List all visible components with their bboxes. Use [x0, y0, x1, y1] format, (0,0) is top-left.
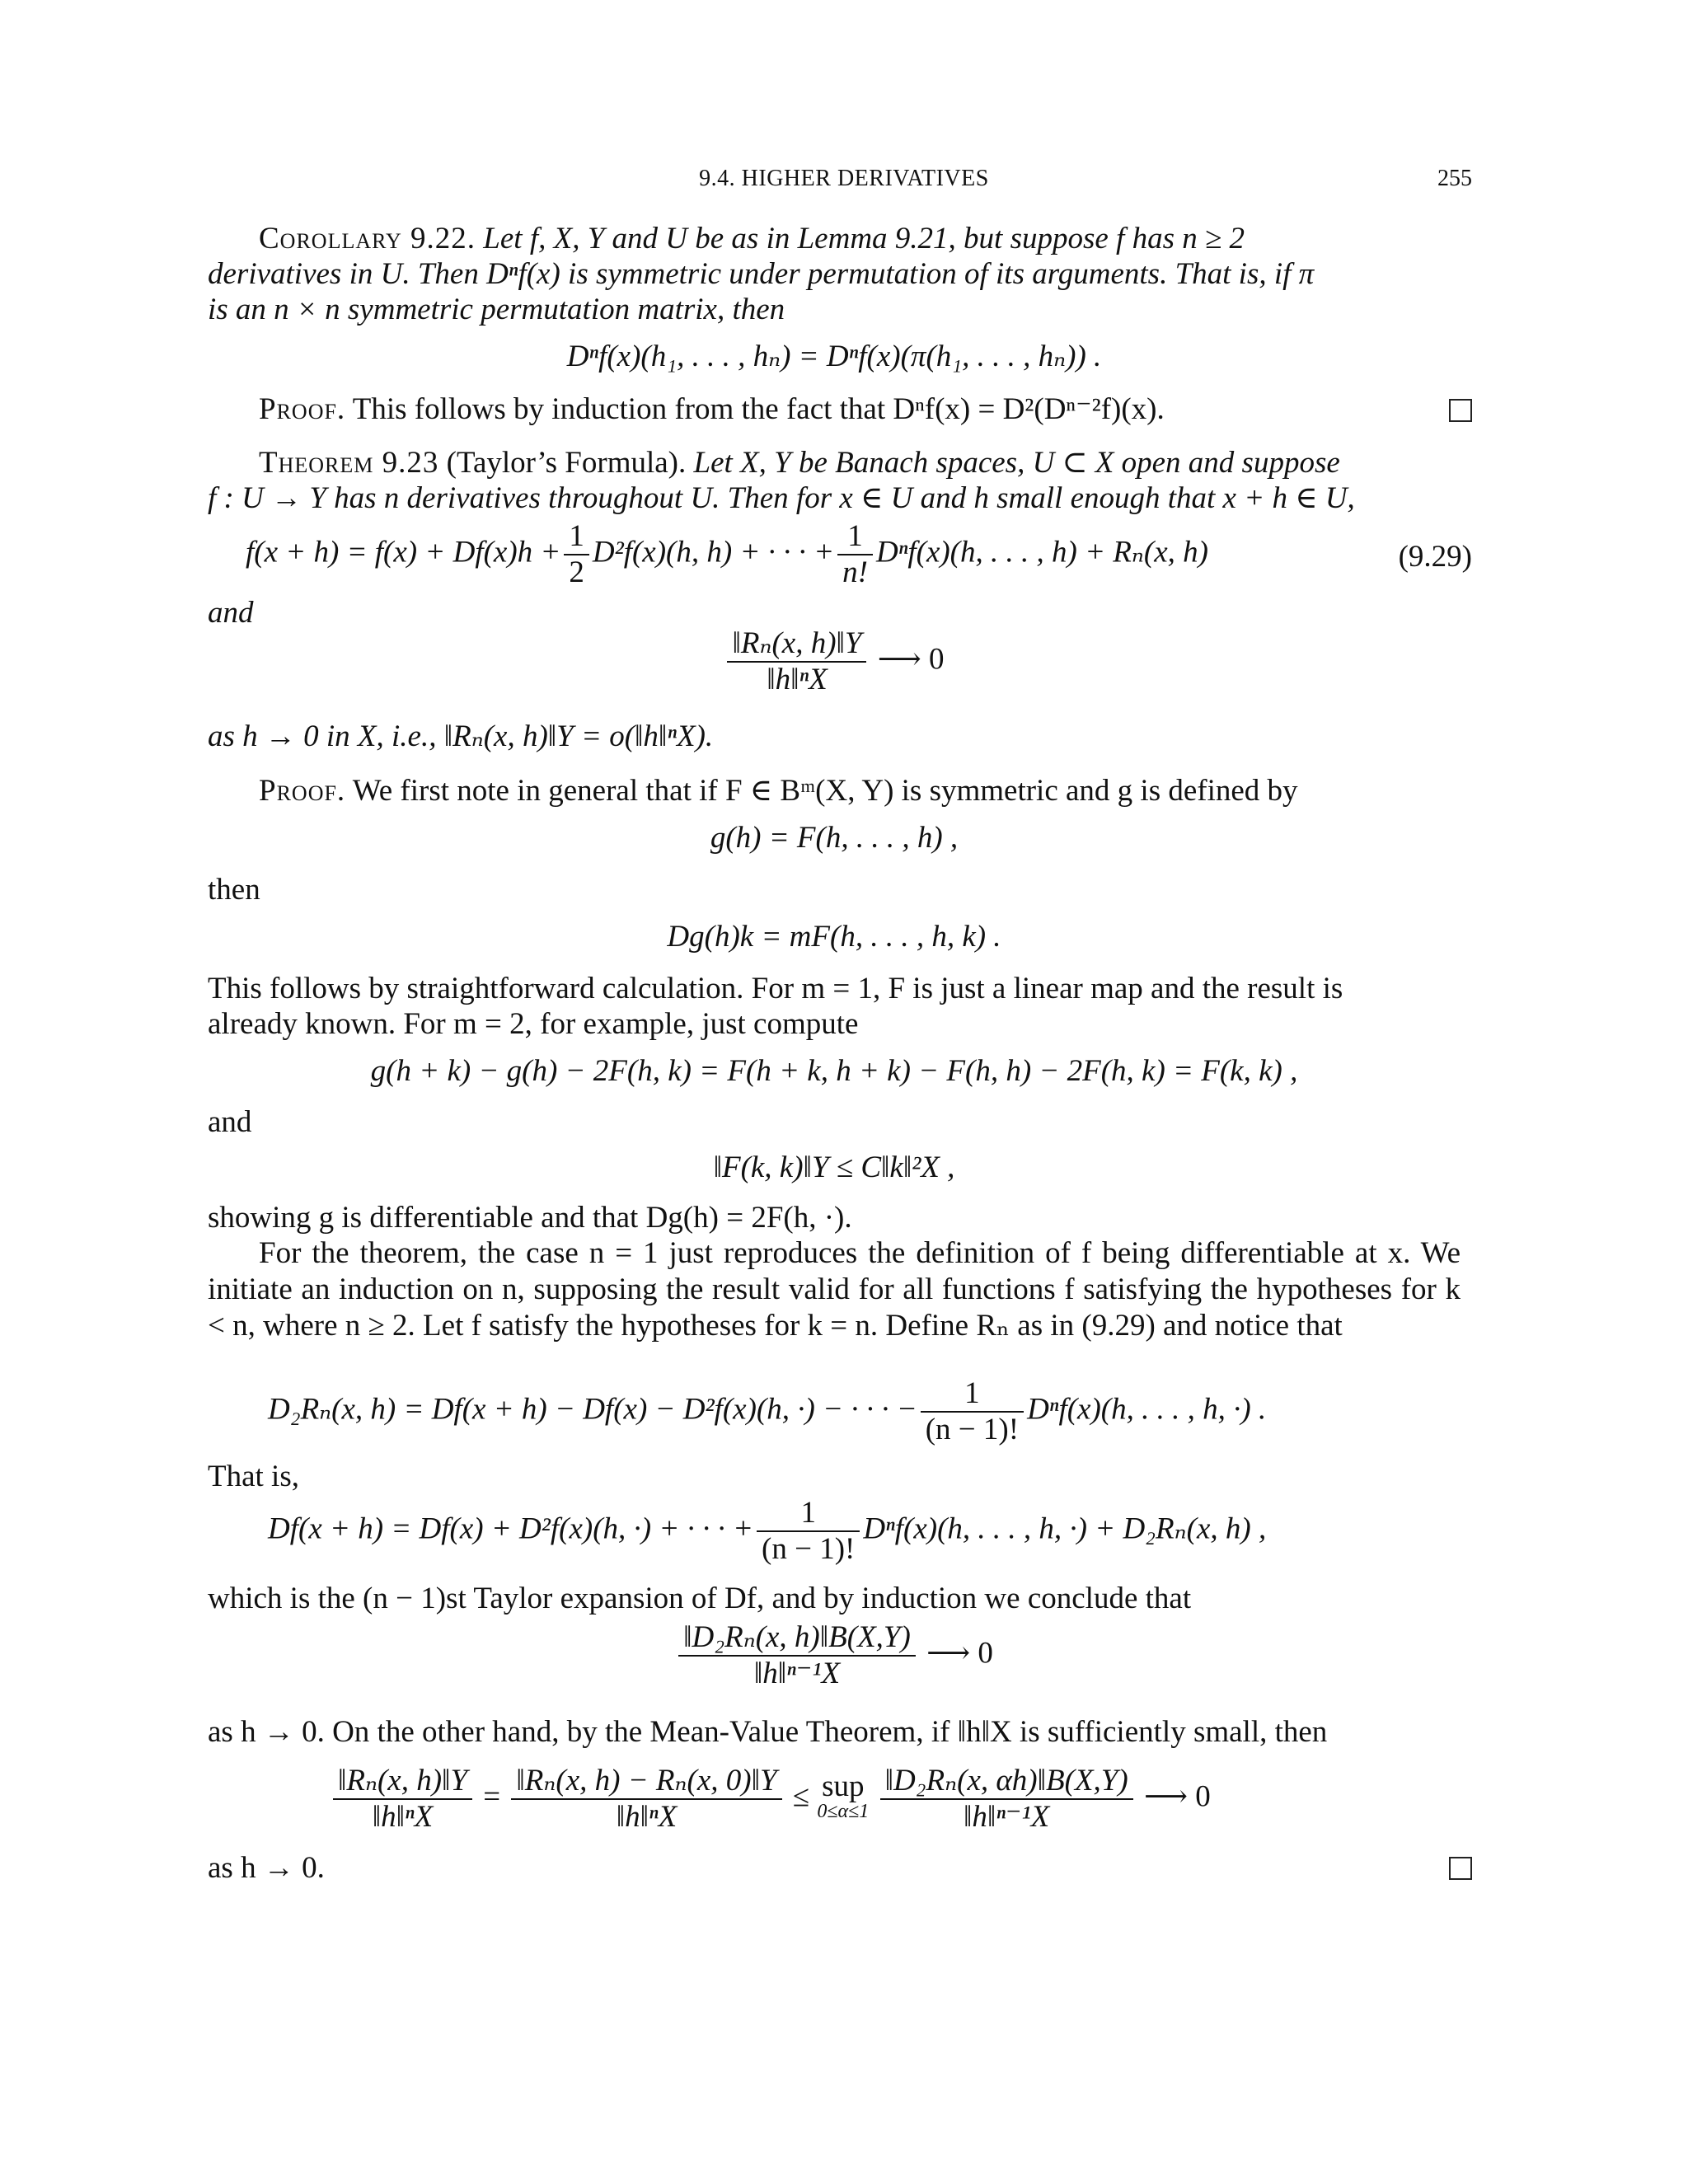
qed-symbol [1449, 399, 1472, 422]
eq-compute: g(h + k) − g(h) − 2F(h, k) = F(h + k, h + k) − F(h, h) − 2F(h, k) = F(k, k) , [370, 1054, 1298, 1088]
theorem-line1: Let X, Y be Banach spaces, U ⊂ X open and suppose [693, 446, 1340, 480]
theorem-as-line: as h → 0 in X, i.e., ‖Rₙ(x, h)‖Y = o(‖h‖ⁿX). [208, 719, 714, 753]
theorem-line2: f : U → Y has n derivatives throughout U. Then for x ∈ U and h small enough that x + h ∈ U, [208, 481, 1355, 515]
text-and: and [208, 1105, 252, 1139]
corollary-line2: derivatives in U. Then Dⁿf(x) is symmetric under permutation of its arguments. That is, if π [208, 257, 1315, 291]
text-which-is: which is the (n − 1)st Taylor expansion of Df, and by induction we conclude that [208, 1582, 1192, 1615]
limit2-expression: $\frac{\text{‖D₂Rₙ(x, h)‖B(X,Y)}}{\text{‖h‖ⁿ⁻¹X}}$ ⟶ 0 [208, 1620, 1461, 1691]
theorem [208, 445, 1461, 481]
text-showing: showing g is differentiable and that Dg(h) = 2F(h, ·). [208, 1201, 852, 1235]
corollary-line1: Let f, X, Y and U be as in Lemma 9.21, but suppose f has n ≥ 2 [483, 222, 1245, 255]
corollary-line3: is an n × n symmetric permutation matrix, then [208, 293, 785, 326]
taylor-formula: f(x + h) = f(x) + Df(x)h + $\frac{1}{2}$ D²f(x)(h, h) + · · · + $\frac{1}{n!}$ Dⁿf(x)(h, . . . , h) + Rₙ(x, h) [246, 519, 1208, 589]
text-mvt: as h → 0. On the other hand, by the Mean-Value Theorem, if ‖h‖X is sufficiently small, then [208, 1715, 1328, 1749]
limit-expression: $\frac{\text{‖Rₙ(x, h)‖Y}}{\text{‖h‖ⁿX}}$ ⟶ 0 [208, 626, 1461, 697]
proof2-label: Proof. [259, 774, 346, 808]
para1-line1: This follows by straightforward calculation. For m = 1, F is just a linear map and the result is [208, 972, 1343, 1005]
proof2-intro: We first note in general that if F ∈ Bᵐ(X, Y) is symmetric and g is defined by [352, 774, 1298, 808]
proof1-label: Proof. [259, 392, 346, 426]
eq-d2rn: D₂Rₙ(x, h) = Df(x + h) − Df(x) − D²f(x)(h, ·) − · · · − $\frac{1}{(n - 1)!}$ Dⁿf(x)(h, . . . , h, ·) . [268, 1376, 1267, 1446]
equation-number: (9.29) [1398, 540, 1472, 574]
text-as-final: as h → 0. [208, 1851, 325, 1885]
eq-dg: Dg(h)k = mF(h, . . . , h, k) . [667, 920, 1001, 954]
running-header: 9.4. HIGHER DERIVATIVES [699, 166, 989, 191]
theorem-name: (Taylor’s Formula). [446, 446, 687, 480]
corollary-label: Corollary 9.22. [259, 222, 476, 255]
para2: For the theorem, the case n = 1 just reproduces the definition of f being differentiable at x. We initiate an induction on n, supposing the result valid for all functions f satisfying the hypotheses for k < n, where n ≥ 2. Let f satisfy the hypotheses for k = n. Define Rₙ as in (9.29) and notice that [208, 1236, 1461, 1343]
proof1-text: This follows by induction from the fact that Dⁿf(x) = D²(Dⁿ⁻²f)(x). [352, 392, 1165, 426]
final-inequality: $\frac{\text{‖Rₙ(x, h)‖Y}}{\text{‖h‖ⁿX}}$ = $\frac{\text{‖Rₙ(x, h) − Rₙ(x, 0)‖Y}}{\text{‖h‖ⁿX}}$ ≤ sup 0≤α≤1 $\frac{\text{‖D₂Rₙ(x, αh)‖B(X,Y)}}{\text{‖h‖ⁿ⁻¹X}}$ ⟶ 0 [330, 1764, 1211, 1835]
eq-df: Df(x + h) = Df(x) + D²f(x)(h, ·) + · · · + $\frac{1}{(n - 1)!}$ Dⁿf(x)(h, . . . , h, ·) + D₂Rₙ(x, h) , [268, 1496, 1267, 1566]
eq-bound: ‖F(k, k)‖Y ≤ C‖k‖²X , [713, 1151, 955, 1184]
qed-symbol-final [1449, 1857, 1472, 1880]
eq-g: g(h) = F(h, . . . , h) , [710, 821, 959, 855]
para1-line2: already known. For m = 2, for example, just compute [208, 1007, 859, 1041]
page-number: 255 [1437, 166, 1472, 191]
theorem-label: Theorem 9.23 [259, 446, 439, 480]
corollary [208, 221, 1461, 257]
corollary-equation: Dⁿf(x)(h₁, . . . , hₙ) = Dⁿf(x)(π(h₁, . . . , hₙ)) . [566, 340, 1102, 373]
text-that-is: That is, [208, 1460, 299, 1493]
text-then: then [208, 873, 260, 907]
theorem-and: and [208, 596, 254, 630]
